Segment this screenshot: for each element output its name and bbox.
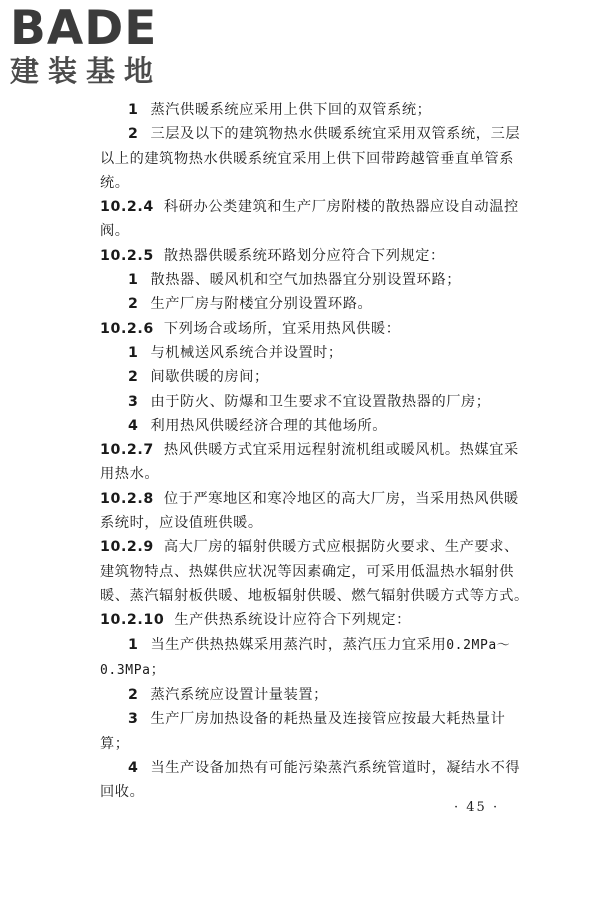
list-item: 2 生产厂房与附楼宜分别设置环路。 bbox=[128, 296, 373, 313]
clause-10-2-8: 10.2.8 位于严寒地区和寒冷地区的高大厂房，当采用热风供暖系统时，应设值班供暖。 bbox=[100, 490, 519, 532]
list-item: 1 蒸汽供暖系统应采用上供下回的双管系统； bbox=[128, 102, 432, 118]
list-item: 2 蒸汽系统应设置计量装置； bbox=[128, 687, 328, 704]
list-item: 1 与机械送风系统合并设置时； bbox=[128, 344, 343, 361]
list-item: 1 当生产供热热媒采用蒸汽时，蒸汽压力宜采用0.2MPa～0.3MPa； bbox=[100, 636, 511, 678]
list-item: 3 生产厂房加热设备的耗热量及连接管应按最大耗热量计算； bbox=[100, 711, 506, 752]
list-item: 4 当生产设备加热有可能污染蒸汽系统管道时，凝结水不得回收。 bbox=[100, 760, 521, 801]
pressure-value: 0.2MPa～0.3MPa bbox=[100, 637, 511, 678]
logo-subtitle: 建装基地 bbox=[10, 54, 163, 88]
clause-10-2-4: 10.2.4 科研办公类建筑和生产厂房附楼的散热器应设自动温控阀。 bbox=[100, 199, 519, 240]
list-item: 1 散热器、暖风机和空气加热器宜分别设置环路； bbox=[128, 272, 462, 289]
document-body bbox=[100, 98, 532, 805]
list-item: 3 由于防火、防爆和卫生要求不宜设置散热器的厂房； bbox=[128, 393, 491, 410]
list-item: 4 利用热风供暖经济合理的其他场所。 bbox=[128, 417, 388, 434]
clause-10-2-5: 10.2.5 散热器供暖系统环路划分应符合下列规定： bbox=[100, 247, 445, 264]
clause-10-2-9: 10.2.9 高大厂房的辐射供暖方式应根据防火要求、生产要求、建筑物特点、热媒供应状况等因素确定，可采用低温热水辐射供暖、蒸汽辐射板供暖、地板辐射供暖、燃气辐射供暖方式等方式。 bbox=[100, 539, 529, 604]
bade-logo bbox=[10, 1, 190, 94]
list-item: 2 间歇供暖的房间； bbox=[128, 369, 269, 386]
clause-10-2-7: 10.2.7 热风供暖方式宜采用远程射流机组或暖风机。热媒宜采用热水。 bbox=[100, 442, 519, 483]
clause-10-2-6: 10.2.6 下列场合或场所，宜采用热风供暖： bbox=[100, 320, 401, 337]
list-item: 2 三层及以下的建筑物热水供暖系统宜采用双管系统，三层以上的建筑物热水供暖系统宜采用上供下回带跨越管垂直单管系统。 bbox=[100, 126, 521, 191]
page-number: · 45 · bbox=[454, 800, 500, 815]
logo-brand: BADE bbox=[10, 1, 158, 56]
clause-10-2-10: 10.2.10 生产供热系统设计应符合下列规定： bbox=[100, 612, 411, 629]
